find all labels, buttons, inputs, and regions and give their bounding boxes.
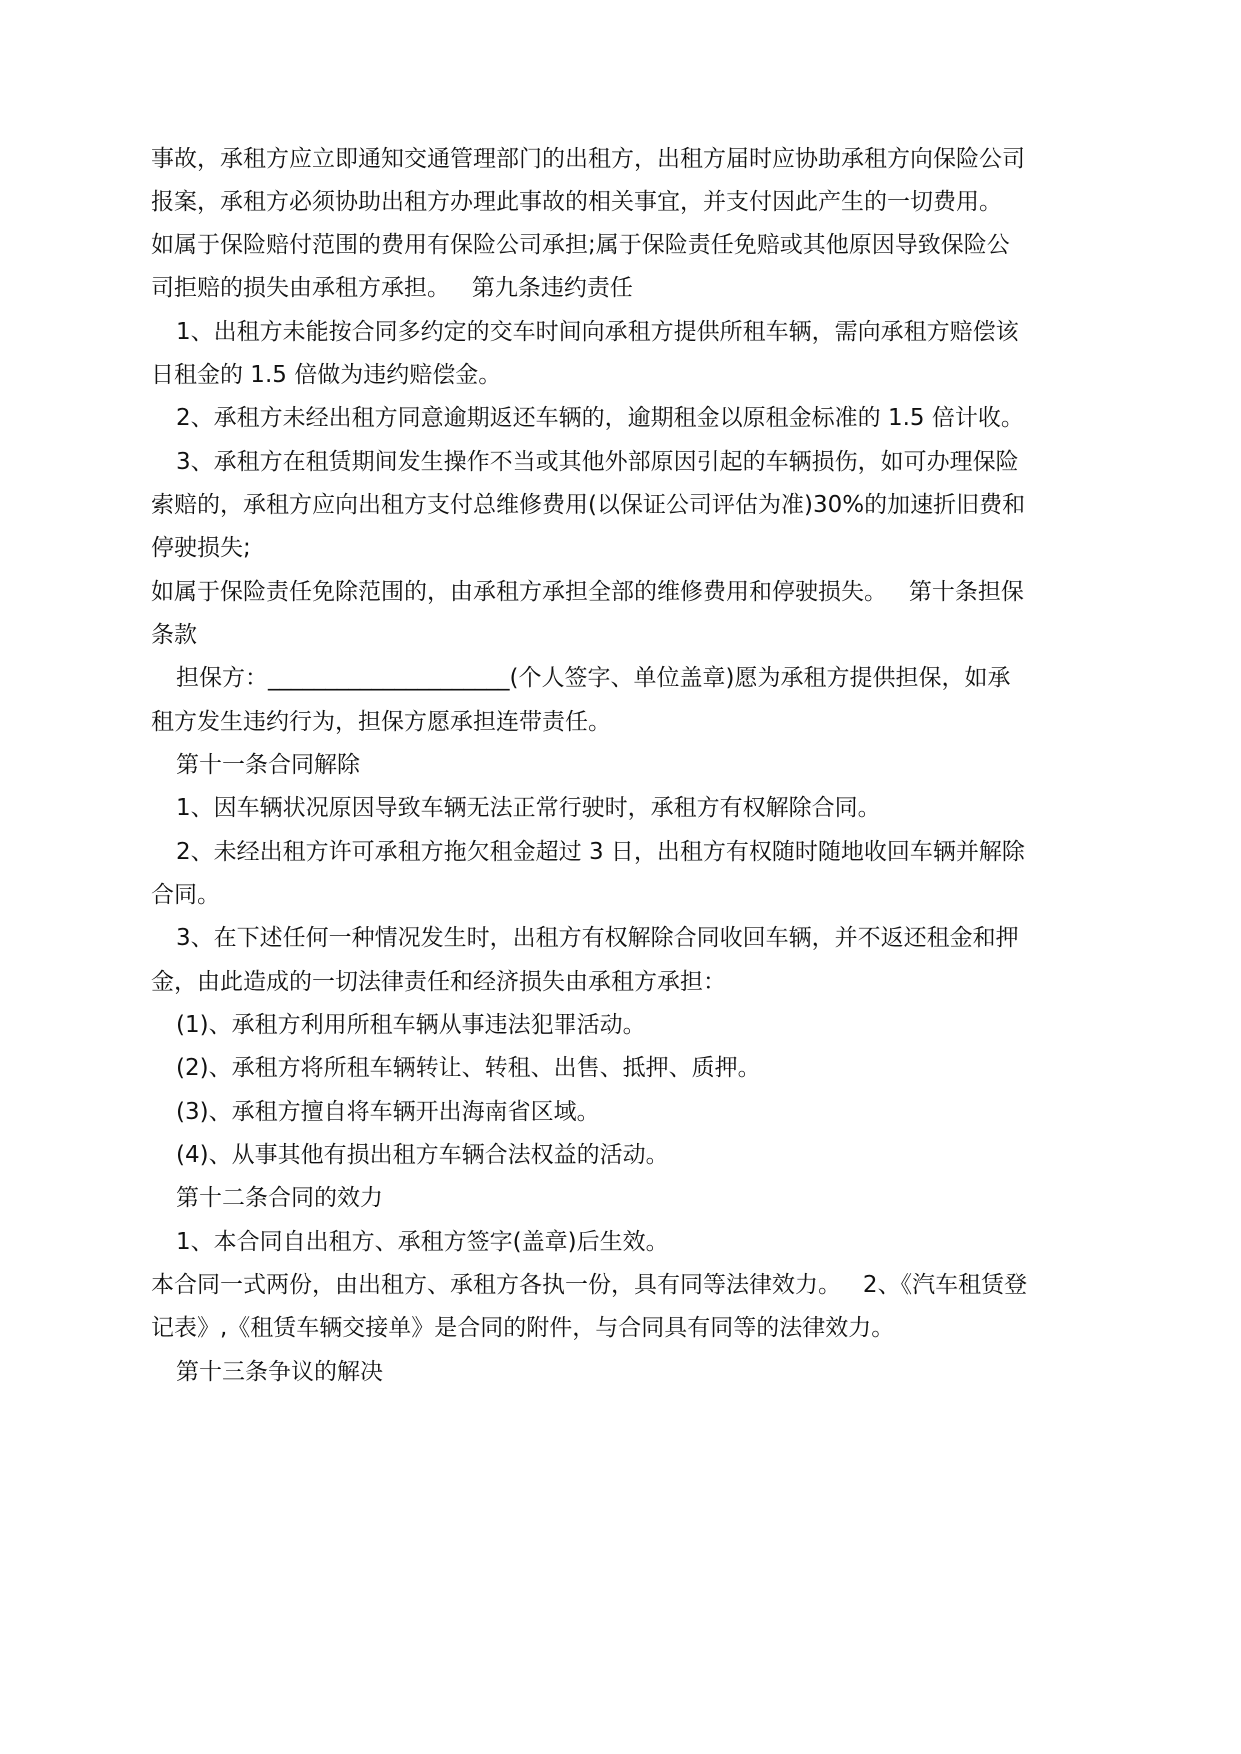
sub-clause-item: (2)、承租方将所租车辆转让、转租、出售、抵押、质押。 [176,1055,761,1081]
body-line: 索赔的，承租方应向出租方支付总维修费用(以保证公司评估为准)30%的加速折旧费和 [151,492,1026,518]
body-line: 报案，承租方必须协助出租方办理此事故的相关事宜，并支付因此产生的一切费用。 [151,189,1002,215]
sub-clause-item: (3)、承租方擅自将车辆开出海南省区域。 [176,1099,600,1125]
section-heading: 第十一条合同解除 [176,752,360,778]
clause-item: 2、未经出租方许可承租方拖欠租金超过 3 日，出租方有权随时随地收回车辆并解除 [176,839,1025,865]
body-line: 日租金的 1.5 倍做为违约赔偿金。 [151,362,502,388]
body-line: 条款 [151,622,197,648]
sub-clause-item: (1)、承租方利用所租车辆从事违法犯罪活动。 [176,1012,646,1038]
section-heading-line: 司拒赔的损失由承租方承担。 第九条违约责任 [151,275,633,301]
body-line: 金，由此造成的一切法律责任和经济损失由承租方承担： [151,969,726,995]
body-line: 记表》,《租赁车辆交接单》是合同的附件，与合同具有同等的法律效力。 [151,1315,895,1341]
body-line: 本合同一式两份，由出租方、承租方各执一份，具有同等法律效力。 2、《汽车租赁登 [151,1272,1028,1298]
sub-clause-item: (4)、从事其他有损出租方车辆合法权益的活动。 [176,1142,669,1168]
clause-item: 1、本合同自出租方、承租方签字(盖章)后生效。 [176,1229,669,1255]
body-line: 如属于保险赔付范围的费用有保险公司承担;属于保险责任免赔或其他原因导致保险公 [151,232,1010,258]
clause-item: 1、出租方未能按合同多约定的交车时间向承租方提供所租车辆，需向承租方赔偿该 [176,319,1019,345]
section-heading-line: 如属于保险责任免除范围的，由承租方承担全部的维修费用和停驶损失。 第十条担保 [151,579,1024,605]
clause-item: 3、在下述任何一种情况发生时，出租方有权解除合同收回车辆，并不返还租金和押 [176,925,1019,951]
section-heading: 第十二条合同的效力 [176,1185,383,1211]
body-line: 停驶损失; [151,535,251,561]
body-line: 事故，承租方应立即通知交通管理部门的出租方，出租方届时应协助承租方向保险公司 [151,146,1025,172]
body-line: 租方发生违约行为，担保方愿承担连带责任。 [151,709,611,735]
section-heading: 第十三条争议的解决 [176,1359,383,1385]
guarantor-line: 担保方：_____________________(个人签字、单位盖章)愿为承租方提供担保，如承 [176,665,1011,691]
clause-item: 1、因车辆状况原因导致车辆无法正常行驶时，承租方有权解除合同。 [176,795,881,821]
clause-item: 3、承租方在租赁期间发生操作不当或其他外部原因引起的车辆损伤，如可办理保险 [176,449,1019,475]
clause-item: 2、承租方未经出租方同意逾期返还车辆的，逾期租金以原租金标准的 1.5 倍计收。 [176,405,1024,431]
body-line: 合同。 [151,882,220,908]
